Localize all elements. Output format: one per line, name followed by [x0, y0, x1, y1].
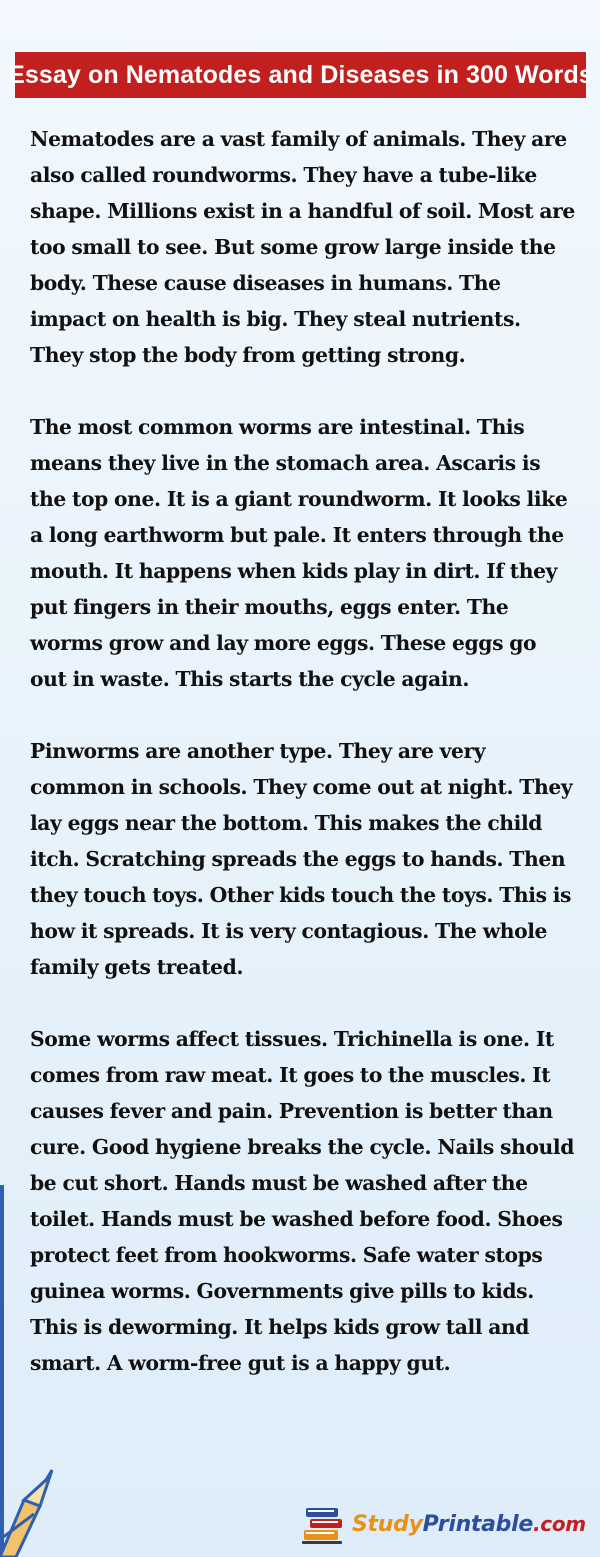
brand-logo [300, 1496, 586, 1552]
pencil-decoration-icon [0, 1440, 74, 1557]
essay-body [30, 121, 575, 1417]
books-stack-icon [300, 1500, 348, 1548]
essay-paragraph-2: The most common worms are intestinal. This means they live in the stomach area. Ascaris is the top one. It is a giant roundworm. It looks like a long earthworm but pale. It enters through the mouth. It happens when kids play in dirt. If they put fingers in their mouths, eggs enter. The worms grow and lay more eggs. These eggs go out in waste. This starts the cycle again. [30, 415, 568, 691]
page-title: Essay on Nematodes and Diseases in 300 Words [8, 60, 593, 89]
brand-name-printable: Printable [422, 1511, 533, 1537]
essay-paragraph-4: Some worms affect tissues. Trichinella is one. It comes from raw meat. It goes to the muscles. It causes fever and pain. Prevention is better than cure. Good hygiene breaks the cycle. Nails should be cut short. Hands must be washed after the toilet. Hands must be washed before food. Shoes protect feet from hookworms. Safe water stops guinea worms. Governments give pills to kids. This is deworming. It helps kids grow tall and smart. A worm-free gut is a happy gut. [30, 1027, 574, 1375]
brand-name-study: Study [352, 1511, 423, 1537]
essay-paragraph-3: Pinworms are another type. They are very common in schools. They come out at night. They lay eggs near the bottom. This makes the child itch. Scratching spreads the eggs to hands. Then they touch toys. Other kids touch the toys. This is how it spreads. It is very contagious. The whole family gets treated. [30, 739, 573, 979]
title-banner [8, 52, 593, 98]
brand-name [352, 1512, 586, 1537]
essay-paragraph-1: Nematodes are a vast family of animals. They are also called roundworms. They have a tube-like shape. Millions exist in a handful of soil. Most are too small to see. But some grow large inside the body. These cause diseases in humans. The impact on health is big. They steal nutrients. They stop the body from getting strong. [30, 127, 575, 367]
brand-name-domain: .com [533, 1511, 586, 1536]
